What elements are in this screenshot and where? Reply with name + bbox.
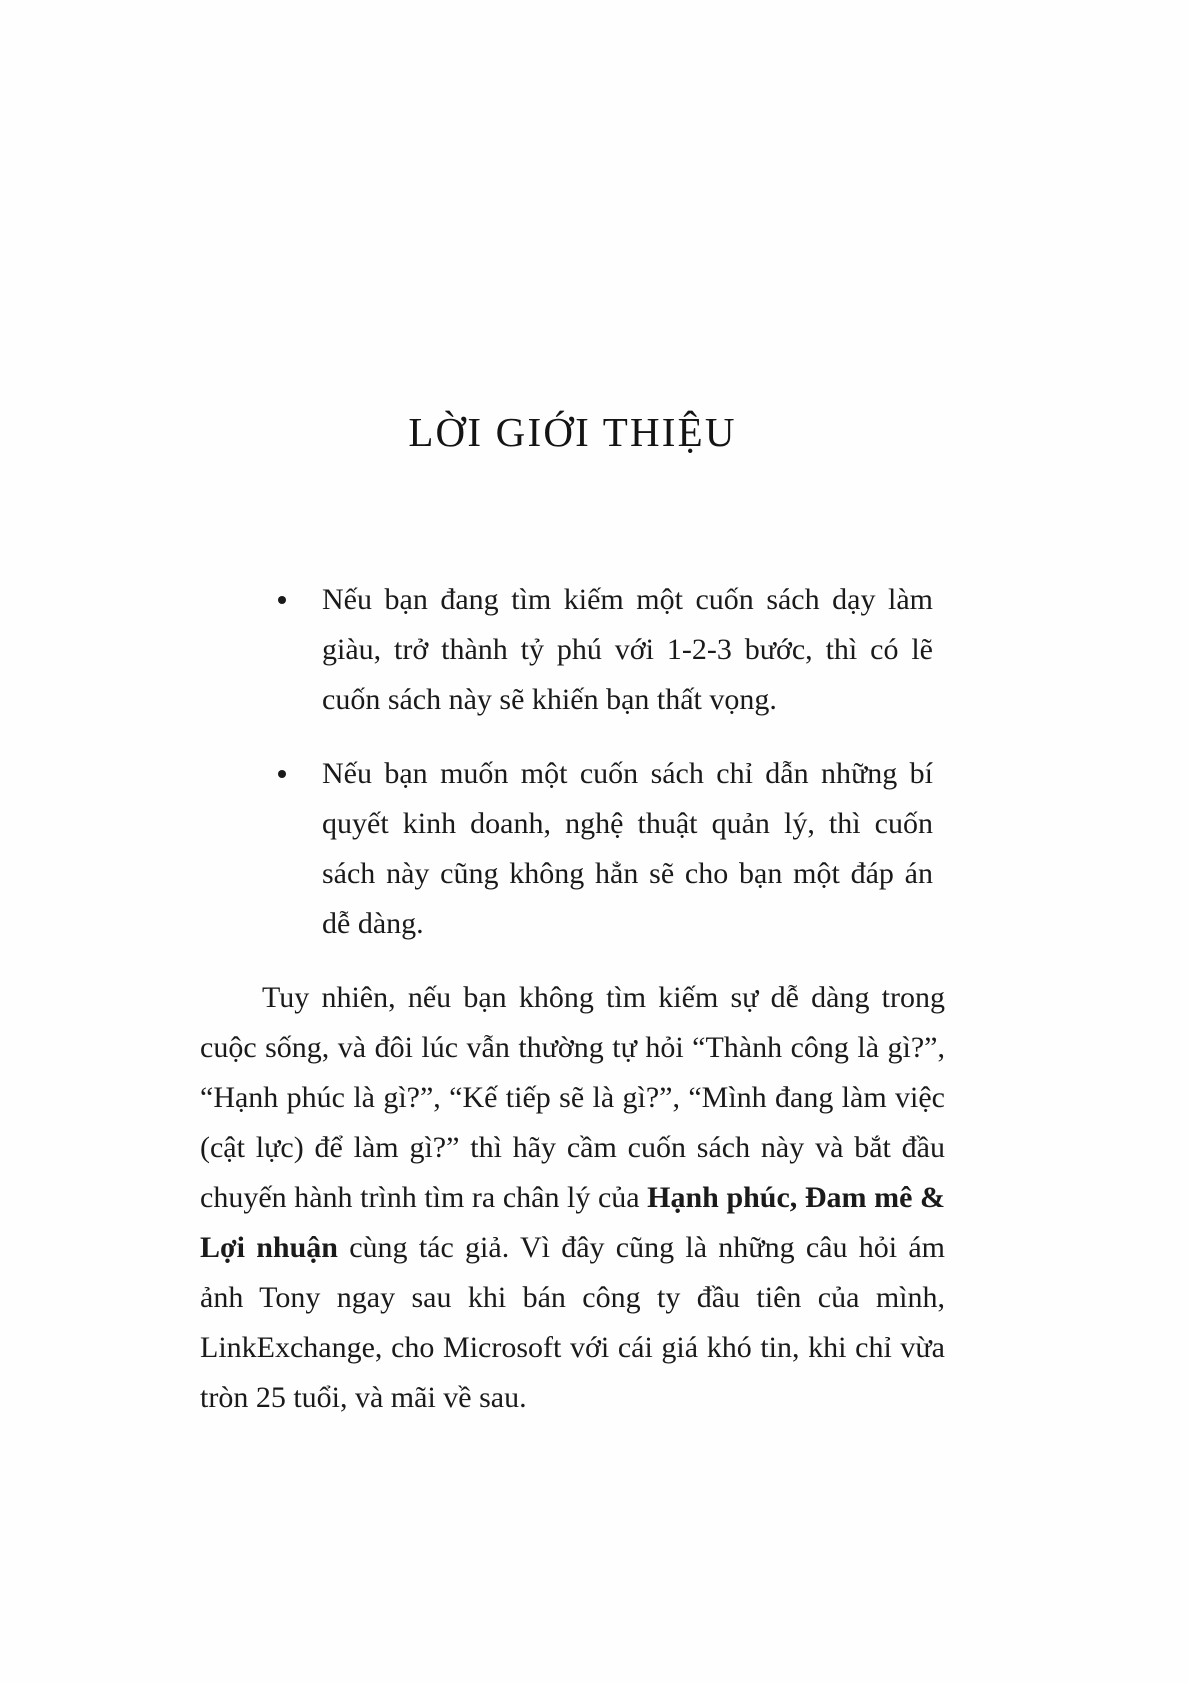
list-item (200, 575, 945, 725)
page-title: LỜI GIỚI THIỆU (408, 409, 737, 455)
list-item-text: Nếu bạn đang tìm kiếm một cuốn sách dạy làm giàu, trở thành tỷ phú với 1-2-3 bước, thì có lẽ cuốn sách này sẽ khiến bạn thất vọng. (322, 583, 933, 717)
list-item-text: Nếu bạn muốn một cuốn sách chỉ dẫn những bí quyết kinh doanh, nghệ thuật quản lý, thì cuốn sách này cũng không hẳn sẽ cho bạn một đáp án dễ dàng. (322, 757, 933, 941)
page-content (200, 408, 945, 1423)
body-paragraph (200, 973, 945, 1423)
paragraph-text-second: cùng tác giả. Vì đây cũng là những câu hỏi ám ảnh Tony ngay sau khi bán công ty đầu tiên của mình, LinkExchange, cho Microsoft với cái giá khó tin, khi chỉ vừa tròn 25 tuổi, và mãi về sau. (200, 1231, 945, 1415)
bullet-dot-icon (278, 596, 286, 604)
bullet-dot-icon (278, 770, 286, 778)
intro-bullet-list (200, 575, 945, 949)
list-item (200, 749, 945, 949)
paragraph-text-first: Tuy nhiên, nếu bạn không tìm kiếm sự dễ dàng trong cuộc sống, và đôi lúc vẫn thường tự hỏi “Thành công là gì?”, “Hạnh phúc là gì?”, “Kế tiếp sẽ là gì?”, “Mình đang làm việc (cật lực) để làm gì?” thì hãy cầm cuốn sách này và bắt đầu chuyến hành trình tìm ra chân lý của (200, 981, 945, 1215)
paragraph-emphasis-bold: Hạnh phúc, Đam mê & Lợi nhuận (200, 1181, 945, 1265)
